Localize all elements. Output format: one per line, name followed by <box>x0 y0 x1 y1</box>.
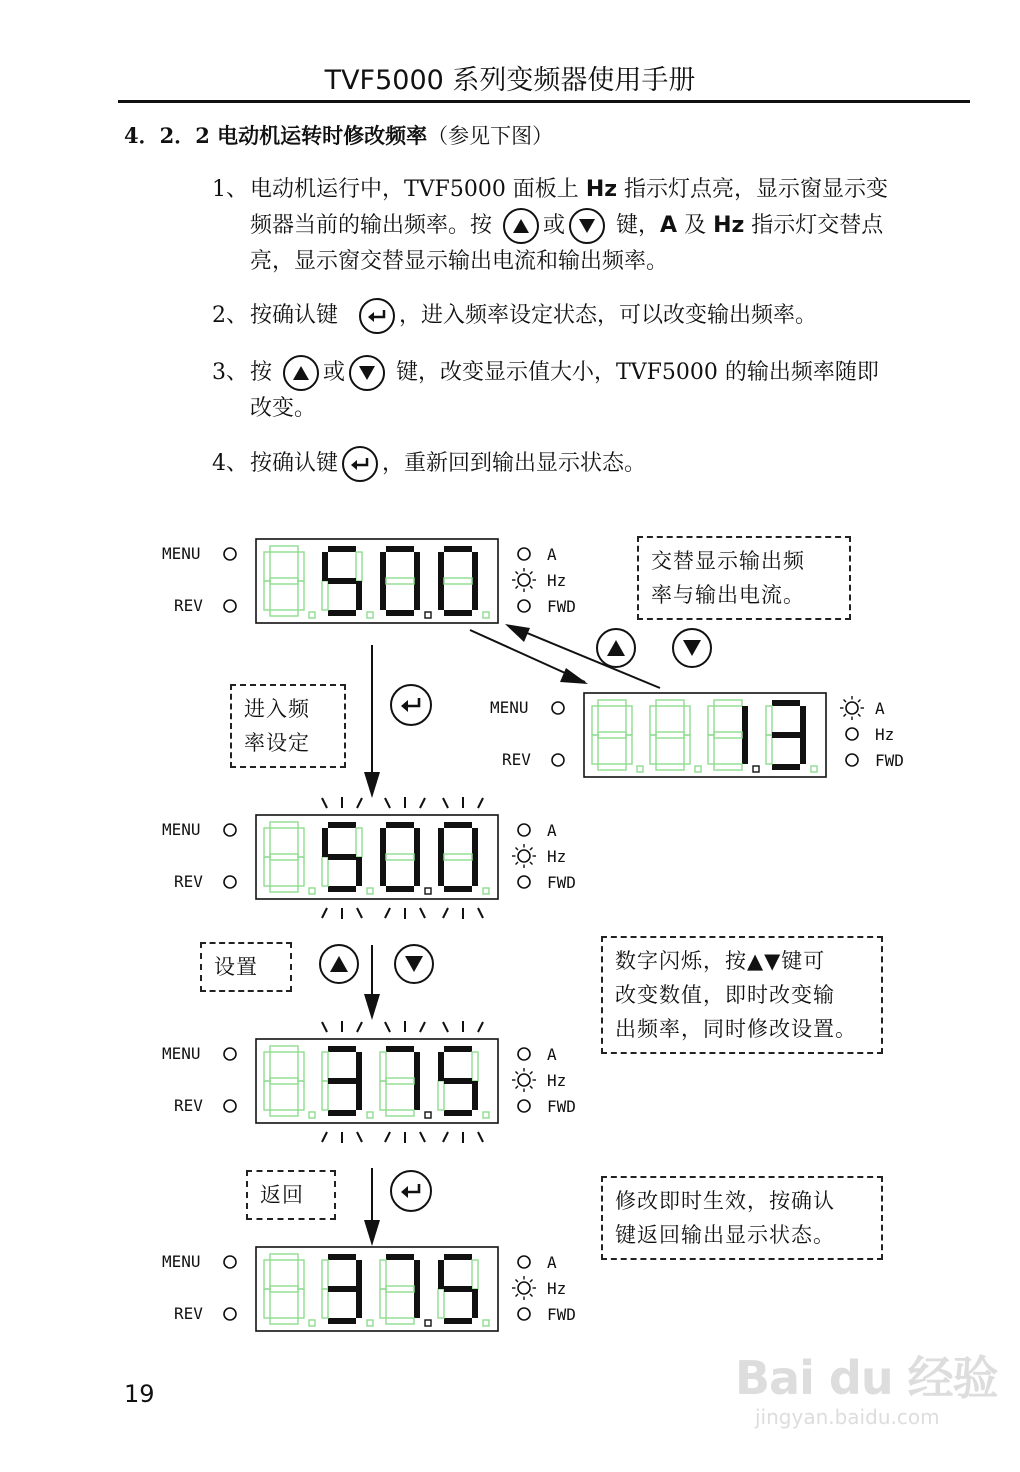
segment <box>380 857 386 886</box>
indicator-lit-icon <box>512 568 536 592</box>
down-arrow-key-icon <box>394 944 434 984</box>
segment <box>444 1046 472 1052</box>
step-text: 及 <box>677 213 714 238</box>
a-indicator <box>518 1048 530 1060</box>
note-line: 进入频 <box>244 697 310 721</box>
segment <box>386 822 414 828</box>
step-number: 3、 <box>212 360 248 385</box>
hz-label: Hz <box>547 571 567 590</box>
segment <box>414 1289 420 1318</box>
segment <box>772 732 800 738</box>
fwd-indicator <box>518 1308 530 1320</box>
note-line: 出频率，同时修改设置。 <box>615 1017 857 1041</box>
menu-label: MENU <box>162 544 201 563</box>
hz-label: Hz <box>585 177 618 202</box>
segment <box>472 857 478 886</box>
a-indicator <box>518 824 530 836</box>
segment <box>328 854 356 860</box>
fwd-label: FWD <box>547 597 576 616</box>
fwd-label: FWD <box>875 751 904 770</box>
segment <box>444 1318 472 1324</box>
segment <box>772 700 800 706</box>
watermark-logo: Bai du 经验 <box>735 1351 998 1405</box>
menu-indicator <box>224 548 236 560</box>
page-header: TVF5000 系列变频器使用手册 <box>324 65 696 96</box>
step-number: 1、 <box>212 177 248 202</box>
note-effect <box>601 1176 883 1260</box>
note-line: 率设定 <box>244 731 310 755</box>
segment <box>328 1318 356 1324</box>
fwd-label: FWD <box>547 873 576 892</box>
segment <box>414 1260 420 1289</box>
segment <box>800 706 806 735</box>
section-title: 4．2．2 电动机运转时修改频率 <box>124 123 428 148</box>
segment <box>386 1046 414 1052</box>
segment <box>386 1254 414 1260</box>
panel-svg <box>160 538 590 638</box>
step-text: 键，改变显示值大小，TVF5000 的输出频率随即 <box>396 360 879 385</box>
segment <box>380 828 386 857</box>
segment <box>322 828 328 857</box>
hz-label: Hz <box>713 213 745 238</box>
note-line: 数字闪烁，按▲▼键可 <box>615 949 826 973</box>
segment <box>380 552 386 581</box>
segment <box>444 822 472 828</box>
segment <box>444 886 472 892</box>
segment <box>328 546 356 552</box>
a-label: A <box>547 1253 557 1272</box>
segment <box>438 552 444 581</box>
segment <box>438 1260 444 1289</box>
rev-label: REV <box>174 872 203 891</box>
segment <box>328 1046 356 1052</box>
segment <box>444 1078 472 1084</box>
hz-indicator <box>846 728 858 740</box>
segment <box>472 1081 478 1110</box>
segment <box>414 581 420 610</box>
step-text: 频器当前的输出频率。按 <box>250 213 493 238</box>
note-alternate <box>637 536 851 620</box>
step-text: 按确认键 <box>250 451 339 476</box>
segment <box>356 1289 362 1318</box>
segment <box>414 1052 420 1081</box>
segment <box>328 822 356 828</box>
segment <box>414 1081 420 1110</box>
display-panel-4 <box>160 1038 590 1142</box>
menu-label: MENU <box>490 698 529 717</box>
menu-indicator <box>224 1256 236 1268</box>
rev-label: REV <box>502 750 531 769</box>
segment <box>438 581 444 610</box>
panel-svg <box>160 1038 590 1138</box>
note-blink <box>601 936 883 1054</box>
fwd-indicator <box>518 600 530 612</box>
hz-label: Hz <box>547 847 567 866</box>
step-number: 2、 <box>212 303 248 328</box>
segment <box>356 857 362 886</box>
segment <box>328 610 356 616</box>
enter-key-icon <box>390 1170 432 1212</box>
a-indicator <box>518 1256 530 1268</box>
watermark-url: jingyan.baidu.com <box>755 1405 940 1429</box>
a-indicator <box>518 548 530 560</box>
display-panel-5 <box>160 1246 590 1350</box>
segment <box>386 546 414 552</box>
step-text: ，进入频率设定状态，可以改变输出频率。 <box>399 303 818 328</box>
menu-indicator <box>224 1048 236 1060</box>
segment <box>444 1110 472 1116</box>
menu-label: MENU <box>162 1044 201 1063</box>
panel-svg <box>160 814 590 914</box>
a-label: A <box>875 699 885 718</box>
step-text: 或 <box>543 213 566 238</box>
segment <box>356 581 362 610</box>
step-text: ，重新回到输出显示状态。 <box>382 451 647 476</box>
segment <box>356 1052 362 1081</box>
enter-key-icon <box>390 684 432 726</box>
hz-label: Hz <box>547 1279 567 1298</box>
indicator-lit-icon <box>512 844 536 868</box>
note-line: 键返回输出显示状态。 <box>615 1223 835 1247</box>
segment <box>356 1081 362 1110</box>
segment <box>322 552 328 581</box>
step-text: 指示灯点亮，显示窗显示变 <box>617 177 889 202</box>
note-enter <box>230 684 346 768</box>
step-text: 改变。 <box>250 396 317 421</box>
step-text: 或 <box>323 360 346 385</box>
segment <box>472 581 478 610</box>
up-arrow-key-icon <box>319 944 359 984</box>
segment <box>414 552 420 581</box>
a-label: A <box>547 1045 557 1064</box>
rev-label: REV <box>174 1304 203 1323</box>
segment <box>444 610 472 616</box>
segment <box>380 581 386 610</box>
fwd-label: FWD <box>547 1305 576 1324</box>
segment <box>444 546 472 552</box>
rev-indicator <box>224 876 236 888</box>
rev-indicator <box>224 1100 236 1112</box>
segment <box>472 828 478 857</box>
note-set <box>200 942 292 992</box>
segment <box>438 828 444 857</box>
hz-label: Hz <box>547 1071 567 1090</box>
panel-svg <box>160 1246 590 1346</box>
step-text: 按确认键 <box>250 303 339 328</box>
note-line: 设置 <box>214 955 258 979</box>
step-text: 按 <box>250 360 273 385</box>
step-number: 4、 <box>212 451 248 476</box>
display-panel-1 <box>160 538 590 642</box>
indicator-lit-icon <box>512 1276 536 1300</box>
indicator-lit-icon <box>840 696 864 720</box>
fwd-indicator <box>518 1100 530 1112</box>
segment <box>328 886 356 892</box>
display-panel-3 <box>160 814 590 918</box>
segment <box>742 706 748 735</box>
up-arrow-key-icon <box>596 628 636 668</box>
step-text: 电动机运行中，TVF5000 面板上 <box>250 177 586 202</box>
a-label: A <box>547 821 557 840</box>
segment <box>800 735 806 764</box>
down-arrow-key-icon <box>672 628 712 668</box>
segment <box>386 610 414 616</box>
a-label: A <box>660 213 678 238</box>
segment <box>328 1286 356 1292</box>
step-text: 键， <box>616 213 661 238</box>
step-text: 亮，显示窗交替显示输出电流和输出频率。 <box>250 249 669 274</box>
step-text: 指示灯交替点 <box>744 213 884 238</box>
display-panel-2 <box>488 692 918 796</box>
menu-label: MENU <box>162 820 201 839</box>
segment <box>472 1289 478 1318</box>
segment <box>414 857 420 886</box>
a-label: A <box>547 545 557 564</box>
segment <box>328 1078 356 1084</box>
note-line: 交替显示输出频 <box>651 549 805 573</box>
rev-indicator <box>224 600 236 612</box>
segment <box>328 1110 356 1116</box>
segment <box>414 828 420 857</box>
page-number: 19 <box>124 1380 155 1408</box>
menu-indicator <box>224 824 236 836</box>
note-line: 率与输出电流。 <box>651 583 805 607</box>
rev-indicator <box>224 1308 236 1320</box>
segment <box>742 735 748 764</box>
rev-indicator <box>552 754 564 766</box>
fwd-label: FWD <box>547 1097 576 1116</box>
segment <box>772 764 800 770</box>
note-line: 返回 <box>260 1183 304 1207</box>
segment <box>444 1286 472 1292</box>
segment <box>438 1052 444 1081</box>
note-line: 修改即时生效，按确认 <box>615 1189 835 1213</box>
indicator-lit-icon <box>512 1068 536 1092</box>
hz-label: Hz <box>875 725 895 744</box>
section-note: （参见下图） <box>427 124 554 148</box>
menu-indicator <box>552 702 564 714</box>
panel-svg <box>488 692 918 792</box>
segment <box>386 886 414 892</box>
segment <box>444 1254 472 1260</box>
segment <box>356 1260 362 1289</box>
menu-label: MENU <box>162 1252 201 1271</box>
segment <box>328 578 356 584</box>
segment <box>438 857 444 886</box>
fwd-indicator <box>846 754 858 766</box>
note-line: 改变数值，即时改变输 <box>615 983 835 1007</box>
segment <box>472 552 478 581</box>
note-back <box>246 1170 336 1220</box>
rev-label: REV <box>174 596 203 615</box>
fwd-indicator <box>518 876 530 888</box>
segment <box>328 1254 356 1260</box>
rev-label: REV <box>174 1096 203 1115</box>
